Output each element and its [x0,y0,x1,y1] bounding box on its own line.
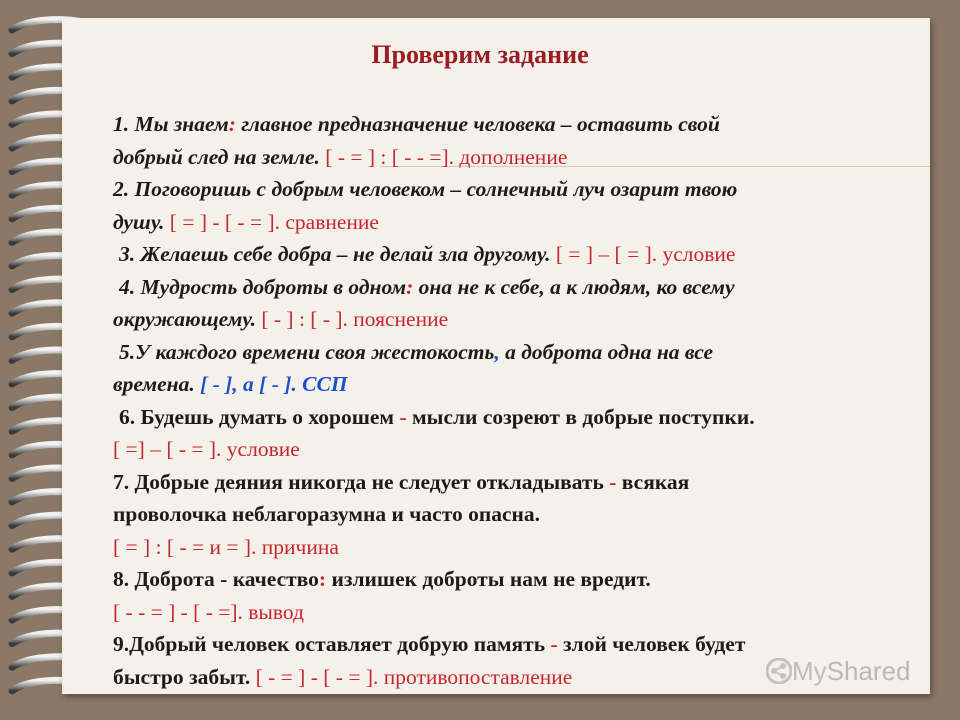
brand-my: My [792,656,827,686]
text: быстро забыт. [113,664,251,689]
text: 9.Добрый человек оставляет добрую память [113,632,551,656]
text: проволочка неблагоразумна и часто опасна. [113,502,541,526]
dash-mark: - [609,469,617,494]
text: главное предназначение человека – оставить свой [235,112,720,136]
text: 6. Будешь думать о хорошем [119,404,400,429]
text: 7. Добрые деяния никогда не следует откладывать [113,469,610,494]
text: окружающему. [113,307,256,331]
sentence-4-line-1 [113,271,913,304]
text: 2. Поговоришь с добрым человеком – солнечный луч озарит твою [113,177,738,201]
sentence-8-line-2 [113,596,913,629]
brand-shared: Shared [826,656,911,686]
sentence-1-line-2 [113,141,913,174]
text: 8. Доброта - качество [113,567,319,591]
text: излишек доброты нам не вредит. [326,567,651,591]
dash-mark: - [399,404,407,429]
text: времена. [113,372,195,396]
text: 4. Мудрость доброты в одном [119,274,407,299]
page-title: Проверим задание [371,40,589,69]
content-list [113,108,913,693]
colon-mark: : [228,112,236,136]
sentence-6-line-1 [113,401,913,434]
comma-mark: , [494,339,500,364]
scheme: [ - - = ] - [ - =]. вывод [113,599,304,624]
sentence-7-line-3 [113,531,913,564]
scheme: [ =] – [ - = ]. условие [113,437,300,461]
text: злой человек будет [557,632,746,656]
sentence-3 [113,238,913,271]
text: 1. Мы знаем [113,112,229,136]
colon-mark: : [318,567,327,591]
sentence-8-line-1 [113,563,913,596]
scheme: [ = ] – [ = ]. условие [550,242,736,266]
text: 5.У каждого времени своя жестокость [119,339,495,364]
scheme: [ - ] : [ - ]. пояснение [255,307,449,331]
sentence-4-line-2 [113,303,913,336]
text: всякая [616,469,690,494]
scheme: [ = ] : [ - = и = ]. причина [113,534,339,559]
text: душу. [113,209,165,234]
sentence-1-line-1 [113,108,913,141]
sentence-5-line-1 [113,336,913,369]
scheme: [ - ], а [ - ]. ССП [194,372,348,396]
scheme: [ = ] - [ - = ]. сравнение [164,209,379,234]
share-icon [766,658,792,684]
scheme: [ - = ] : [ - - =]. дополнение [319,144,568,169]
text: 3. Желаешь себе добра – не делай зла другому. [119,242,551,266]
sentence-2-line-2 [113,206,913,239]
myshared-watermark [766,656,911,687]
text: добрый след на земле. [113,144,320,169]
sentence-7-line-2 [113,498,913,531]
scheme: [ - = ] - [ - = ]. противопоставление [250,664,573,689]
dash-mark: - [550,632,558,656]
sentence-7-line-1 [113,466,913,499]
sentence-5-line-2 [113,368,913,401]
sentence-6-line-2 [113,433,913,466]
text: она не к себе, а к людям, ко всему [413,274,735,299]
text: а доброта одна на все [499,339,714,364]
colon-mark: : [406,274,414,299]
sentence-2-line-1 [113,173,913,206]
text: мысли созреют в добрые поступки. [406,404,755,429]
